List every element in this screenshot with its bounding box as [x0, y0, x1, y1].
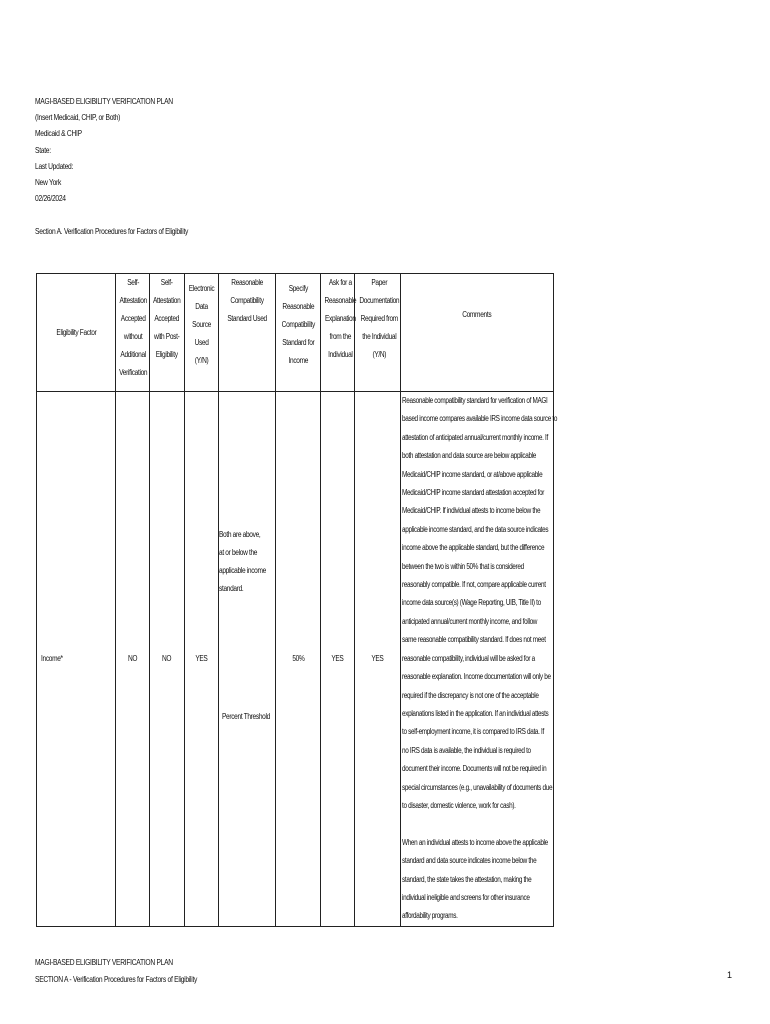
header-self-attestation-without	[116, 274, 150, 392]
text-line: Explanation	[325, 314, 356, 323]
text-line: income above the applicable standard, but the difference	[402, 543, 545, 553]
table-header-row	[37, 274, 554, 392]
text-line: Income	[288, 356, 308, 365]
text-line: Specify	[288, 284, 308, 293]
text-line: attestation of anticipated annual/current monthly income. If	[402, 432, 548, 442]
text-line: standard, the state takes the attestation, making the	[402, 874, 532, 884]
header-lines	[119, 274, 147, 382]
text-line: reasonably compatible. If not, compare applicable current	[402, 580, 546, 590]
text-line: Additional	[120, 350, 146, 359]
text-line: Attestation	[153, 296, 181, 305]
last-updated-label: Last Updated:	[35, 160, 74, 171]
cell-paper-documentation: YES	[355, 392, 401, 927]
text-line: income data source(s) (Wage Reporting, UIB, Title II) to	[402, 598, 541, 608]
text-line: Both are above,	[219, 530, 261, 539]
header-paper-documentation	[355, 274, 401, 392]
header-lines	[189, 280, 215, 370]
cell-comments	[401, 392, 558, 927]
page-number: 1	[727, 970, 733, 980]
text-line: both attestation and data source are below applicable	[402, 451, 537, 461]
text-line: document their income. Documents will not be required in	[402, 764, 547, 774]
program-name: Medicaid & CHIP	[35, 128, 82, 139]
text-line: standard.	[219, 584, 244, 593]
cell-self-attestation-post: NO	[150, 392, 185, 927]
text-line: to disaster, domestic violence, work for cash).	[402, 800, 516, 810]
cell-ask-explanation: YES	[321, 392, 355, 927]
text-line: Required from	[360, 314, 398, 323]
text-line: Medicaid/CHIP income standard attestation accepted for	[402, 488, 545, 498]
text-line: Medicaid/CHIP income standard, or at/above applicable	[402, 469, 543, 479]
text-line: (Y/N)	[372, 350, 387, 359]
text-line: Standard for	[281, 338, 315, 347]
text-line: without	[123, 332, 143, 341]
standard-description	[219, 526, 288, 598]
text-line: Source	[192, 320, 211, 329]
text-line: (Y/N)	[194, 356, 209, 365]
header-lines	[324, 274, 356, 364]
text-line: Accepted	[120, 314, 146, 323]
text-line: Standard Used	[227, 314, 267, 323]
text-line: Compatibility	[281, 320, 315, 329]
header-electronic-data-source	[185, 274, 219, 392]
text-line: Electronic	[188, 284, 215, 293]
text-line: Reasonable	[231, 278, 263, 287]
text-line: Paper	[371, 278, 388, 287]
text-line: reasonable compatibility, individual will be asked for a	[402, 653, 535, 663]
text-line: no IRS data is available, the individual is required to	[402, 745, 531, 755]
text-line: applicable income	[219, 566, 266, 575]
state-label: State:	[35, 144, 51, 155]
text-line: Data	[195, 302, 208, 311]
text-line: Accepted	[154, 314, 180, 323]
header-self-attestation-post	[150, 274, 185, 392]
document-header	[35, 93, 173, 206]
text-line: Individual	[328, 350, 353, 359]
text-line: reasonable explanation. Income documentation will only be	[402, 672, 551, 682]
header-comments: Comments	[401, 274, 554, 392]
text-line: Used	[194, 338, 209, 347]
text-line: the Individual	[362, 332, 397, 341]
text-line: Attestation	[119, 296, 147, 305]
table-row	[37, 392, 554, 927]
text-line: Self-	[127, 278, 140, 287]
text-line: applicable income standard, and the data source indicates	[402, 524, 549, 534]
text-line: same reasonable compatibility standard. If does not meet	[402, 635, 546, 645]
text-line: individual ineligible and screens for other insurance	[402, 892, 530, 902]
text-line: anticipated annual/current monthly income, and follow	[402, 616, 538, 626]
state-value: New York	[35, 177, 62, 188]
text-line: Medicaid/CHIP. If individual attests to income below the	[402, 506, 541, 516]
insert-note: (Insert Medicaid, CHIP, or Both)	[35, 112, 121, 123]
cell-specify-standard: 50%	[276, 392, 321, 927]
header-reasonable-standard	[219, 274, 276, 392]
cell-electronic-data-source: YES	[185, 392, 219, 927]
footer-title: MAGI-BASED ELIGIBILITY VERIFICATION PLAN	[35, 957, 173, 967]
text-line: based income compares available IRS income data source to	[402, 414, 558, 424]
text-line: explanations listed in the application. If an individual attests	[402, 708, 549, 718]
text-line: to self-employment income, it is compared to IRS data. If	[402, 727, 544, 737]
standard-type: Percent Threshold	[222, 712, 270, 721]
header-ask-explanation	[321, 274, 355, 392]
text-line: Documentation	[359, 296, 400, 305]
section-title: Section A. Verification Procedures for Factors of Eligibility	[35, 226, 189, 236]
text-line: between the two is within 50% that is considered	[402, 561, 524, 571]
page-footer	[35, 954, 197, 988]
header-eligibility-factor: Eligibility Factor	[37, 274, 116, 392]
text-line: standard and data source indicates income below the	[402, 856, 537, 866]
text-line: Verification	[119, 368, 148, 377]
header-lines	[153, 274, 180, 364]
text-line	[402, 815, 558, 833]
text-line: Reasonable compatibility standard for verification of MAGI	[402, 396, 548, 405]
plan-title: MAGI-BASED ELIGIBILITY VERIFICATION PLAN	[35, 96, 173, 106]
header-lines	[281, 280, 314, 370]
text-line: with Post-	[154, 332, 180, 341]
text-line: Compatibility	[230, 296, 264, 305]
cell-eligibility-factor: Income*	[37, 392, 116, 927]
verification-table	[36, 273, 558, 927]
text-line: Reasonable	[282, 302, 314, 311]
footer-section: SECTION A - Verification Procedures for Factors of Eligibility	[35, 974, 198, 984]
text-line: When an individual attests to income above the applicable	[402, 837, 548, 847]
comment-text	[402, 392, 558, 926]
text-line: required if the discrepancy is not one of the acceptable	[402, 690, 539, 700]
text-line: Eligibility	[156, 350, 178, 359]
header-lines	[359, 274, 399, 364]
header-specify-standard	[276, 274, 321, 392]
text-line: special circumstances (e.g., unavailability of documents due	[402, 782, 553, 792]
header-lines	[227, 274, 267, 328]
date-value: 02/26/2024	[35, 193, 66, 204]
text-line: affordability programs.	[402, 911, 458, 921]
text-line: Ask for a	[328, 278, 352, 287]
text-line: at or below the	[219, 548, 258, 557]
cell-reasonable-standard	[219, 392, 276, 927]
cell-self-attestation-without: NO	[116, 392, 150, 927]
text-line: from the	[329, 332, 352, 341]
text-line: Reasonable	[324, 296, 357, 305]
text-line: Self-	[161, 278, 173, 287]
